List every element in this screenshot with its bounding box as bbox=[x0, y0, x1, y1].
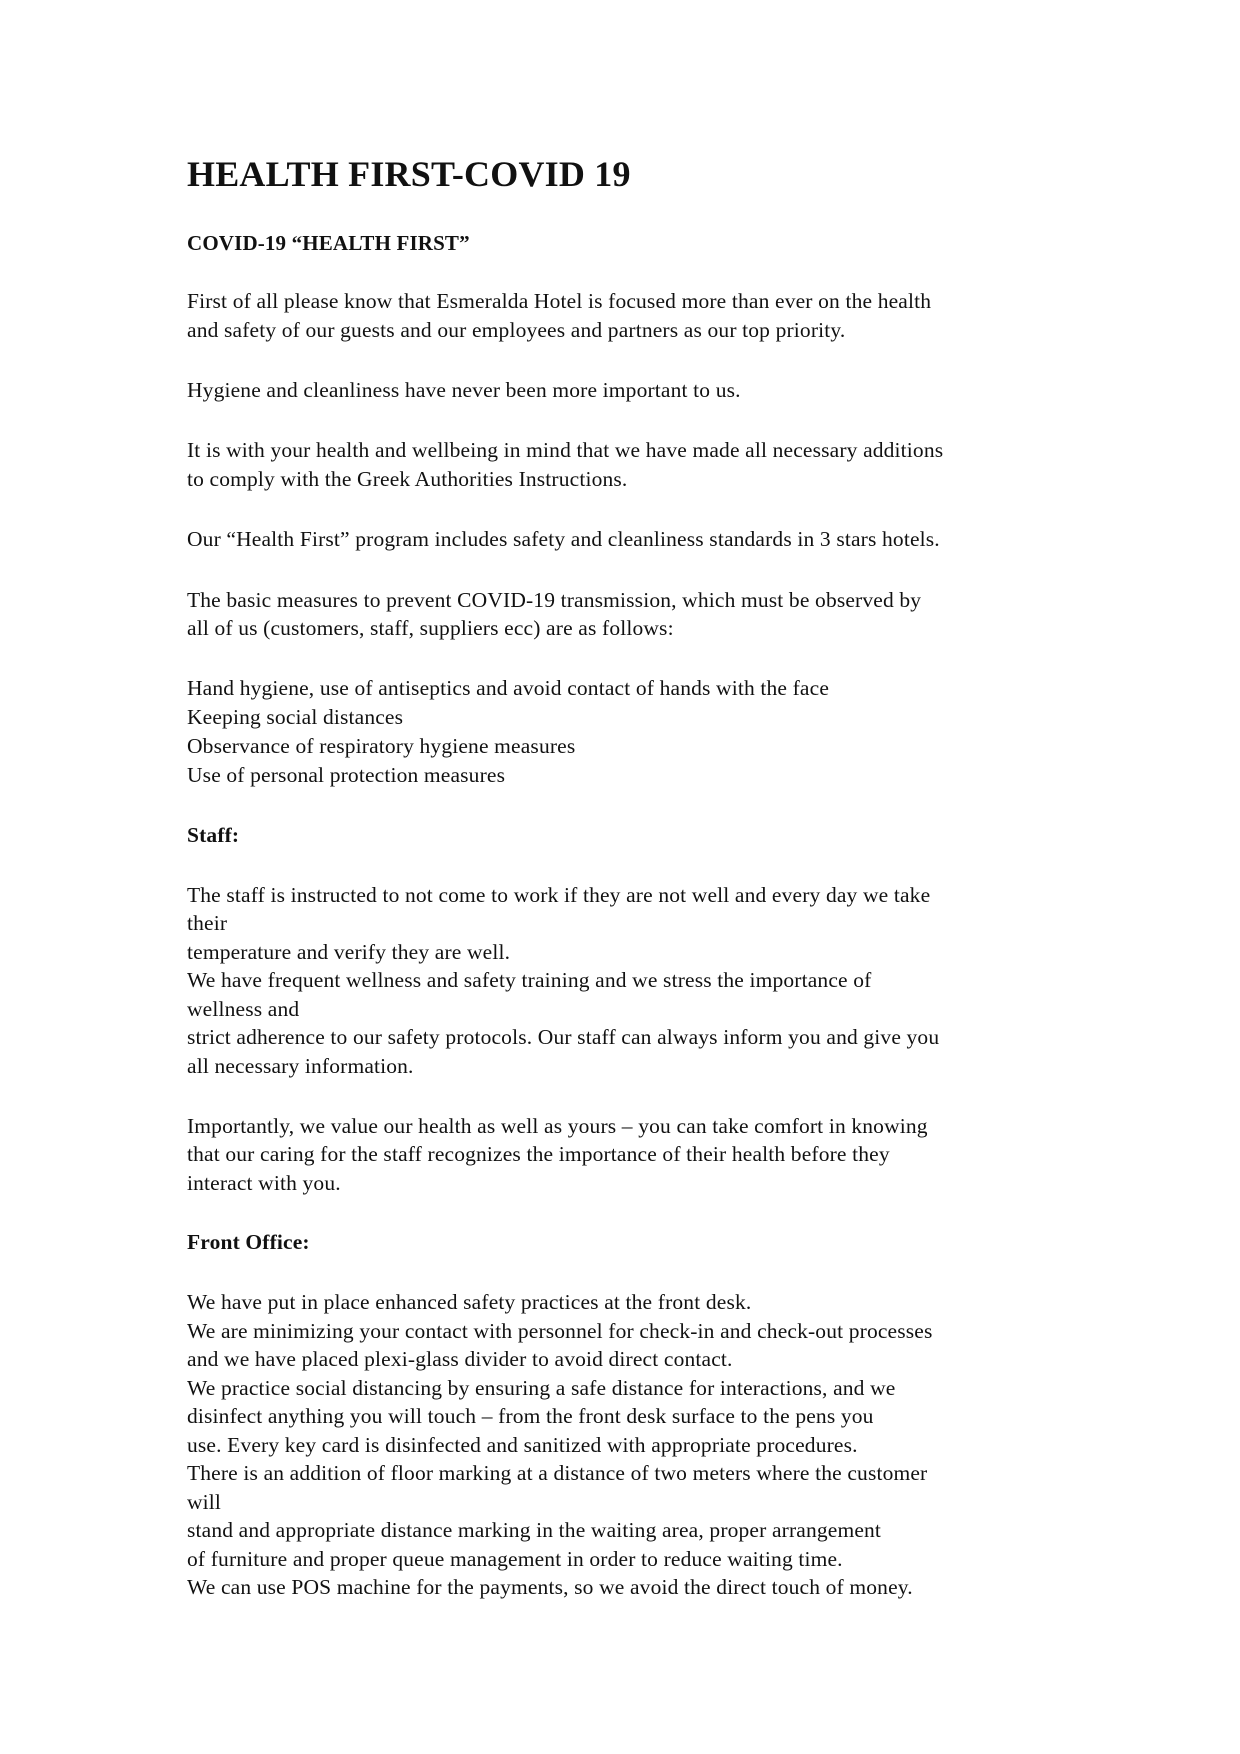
importantly-line: interact with you. bbox=[187, 1171, 341, 1195]
staff-line: temperature and verify they are well. bbox=[187, 940, 511, 964]
front-office-line: will bbox=[187, 1490, 222, 1514]
front-office-line: of furniture and proper queue management in order to reduce waiting time. bbox=[187, 1547, 843, 1571]
measures-intro-line: The basic measures to prevent COVID-19 transmission, which must be observed by bbox=[187, 588, 922, 612]
page-title: HEALTH FIRST-COVID 19 bbox=[187, 154, 631, 194]
staff-line: The staff is instructed to not come to work if they are not well and every day we take bbox=[187, 883, 931, 907]
front-office-line: We are minimizing your contact with personnel for check-in and check-out processes bbox=[187, 1319, 933, 1343]
staff-line: strict adherence to our safety protocols. Our staff can always inform you and give you bbox=[187, 1025, 940, 1049]
wellbeing-line: to comply with the Greek Authorities Instructions. bbox=[187, 467, 628, 491]
front-office-line: There is an addition of floor marking at a distance of two meters where the customer bbox=[187, 1461, 928, 1485]
measure-item: Observance of respiratory hygiene measures bbox=[187, 734, 576, 758]
front-office-line: We have put in place enhanced safety practices at the front desk. bbox=[187, 1290, 752, 1314]
intro-line: First of all please know that Esmeralda Hotel is focused more than ever on the health bbox=[187, 289, 932, 313]
front-office-line: We practice social distancing by ensuring a safe distance for interactions, and we bbox=[187, 1376, 896, 1400]
front-office-line: stand and appropriate distance marking in the waiting area, proper arrangement bbox=[187, 1518, 882, 1542]
front-office-line: and we have placed plexi-glass divider to avoid direct contact. bbox=[187, 1347, 733, 1371]
importantly-line: that our caring for the staff recognizes the importance of their health before they bbox=[187, 1142, 890, 1166]
measure-item: Keeping social distances bbox=[187, 705, 404, 729]
subtitle: COVID-19 “HEALTH FIRST” bbox=[187, 231, 470, 255]
hygiene-line: Hygiene and cleanliness have never been more important to us. bbox=[187, 378, 741, 402]
front-office-line: disinfect anything you will touch – from the front desk surface to the pens you bbox=[187, 1404, 874, 1428]
program-line: Our “Health First” program includes safety and cleanliness standards in 3 stars hotels. bbox=[187, 527, 940, 551]
front-office-heading: Front Office: bbox=[187, 1230, 310, 1254]
front-office-line: use. Every key card is disinfected and sanitized with appropriate procedures. bbox=[187, 1433, 858, 1457]
importantly-line: Importantly, we value our health as well as yours – you can take comfort in knowing bbox=[187, 1114, 928, 1138]
staff-line: all necessary information. bbox=[187, 1054, 414, 1078]
measure-item: Use of personal protection measures bbox=[187, 763, 506, 787]
staff-line: wellness and bbox=[187, 997, 300, 1021]
wellbeing-line: It is with your health and wellbeing in mind that we have made all necessary additions bbox=[187, 438, 944, 462]
intro-line: and safety of our guests and our employees and partners as our top priority. bbox=[187, 318, 846, 342]
measures-intro-line: all of us (customers, staff, suppliers ecc) are as follows: bbox=[187, 616, 674, 640]
staff-heading: Staff: bbox=[187, 823, 240, 847]
staff-line: their bbox=[187, 911, 228, 935]
measure-item: Hand hygiene, use of antiseptics and avoid contact of hands with the face bbox=[187, 676, 830, 700]
staff-line: We have frequent wellness and safety training and we stress the importance of bbox=[187, 968, 872, 992]
front-office-line: We can use POS machine for the payments, so we avoid the direct touch of money. bbox=[187, 1575, 913, 1599]
